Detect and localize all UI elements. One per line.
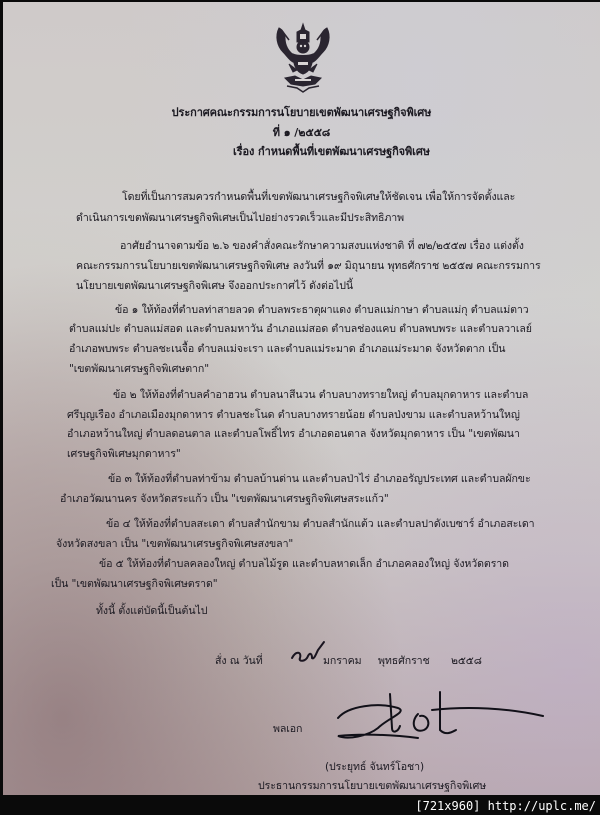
date-month: มกราคม [323, 655, 362, 667]
clause-4-line: ข้อ ๔ ให้ท้องที่ตำบลสะเดา ตำบลสำนักขาม ตำบลสำนักแต้ว และตำบลปาดังเบซาร์ อำเภอสะเดา [106, 518, 535, 530]
clause-1-line: อำเภอพบพระ ตำบลชะเนจื้อ ตำบลแม่จะเรา และตำบลแม่ระมาด อำเภอแม่ระมาด จังหวัดตาก เป็น [69, 343, 506, 355]
authority-line: คณะกรรมการนโยบายเขตพัฒนาเศรษฐกิจพิเศษ ลงวันที่ ๑๙ มิถุนายน พุทธศักราช ๒๕๕๗ คณะกรรมการ [76, 260, 541, 272]
preamble-line: โดยที่เป็นการสมควรกำหนดพื้นที่เขตพัฒนาเศรษฐกิจพิเศษให้ชัดเจน เพื่อให้การจัดตั้งและ [122, 191, 516, 203]
clause-1-line: ข้อ ๑ ให้ท้องที่ตำบลท่าสายลวด ตำบลพระธาตุผาแดง ตำบลแม่กาษา ตำบลแม่กุ ตำบลแม่ตาว [115, 304, 529, 316]
announcement-number: ที่ ๑ /๒๕๕๘ [272, 126, 331, 139]
effective-clause: ทั้งนี้ ตั้งแต่บัดนี้เป็นต้นไป [96, 605, 208, 617]
clause-3-line: ข้อ ๓ ให้ท้องที่ตำบลท่าข้าม ตำบลบ้านด่าน และตำบลป่าไร่ อำเภออรัญประเทศ และตำบลผักขะ [108, 473, 531, 485]
clause-2-line: ข้อ ๒ ให้ท้องที่ตำบลคำอาฮวน ตำบลนาสีนวน ตำบลบางทรายใหญ่ ตำบลมุกดาหาร และตำบล [113, 389, 529, 401]
date-prefix: สั่ง ณ วันที่ [215, 655, 263, 667]
authority-line: นโยบายเขตพัฒนาเศรษฐกิจพิเศษ จึงออกประกาศไว้ ดังต่อไปนี้ [76, 280, 354, 292]
clause-2-line: ศรีบุญเรือง อำเภอเมืองมุกดาหาร ตำบลชะโนด ตำบลบางทรายน้อย ตำบลป่งขาม และตำบลหว้านใหญ่ [67, 409, 520, 421]
date-era: พุทธศักราช [378, 655, 430, 667]
signatory-position: ประธานกรรมการนโยบายเขตพัฒนาเศรษฐกิจพิเศษ [258, 780, 487, 792]
clause-2-line: เศรษฐกิจพิเศษมุกดาหาร" [67, 448, 181, 460]
date-year: ๒๕๕๘ [451, 655, 482, 667]
clause-5-line: เป็น "เขตพัฒนาเศรษฐกิจพิเศษตราด" [51, 578, 218, 590]
signatory-rank: พลเอก [273, 723, 303, 735]
announcement-subject: เรื่อง กำหนดพื้นที่เขตพัฒนาเศรษฐกิจพิเศษ [233, 145, 430, 158]
authority-line: อาศัยอำนาจตามข้อ ๒.๖ ของคำสั่งคณะรักษาความสงบแห่งชาติ ที่ ๗๒/๒๕๕๗ เรื่อง แต่งตั้ง [120, 240, 524, 252]
announcement-title: ประกาศคณะกรรมการนโยบายเขตพัฒนาเศรษฐกิจพิเศษ [171, 106, 432, 119]
image-watermark: [721x960] http://uplc.me/ [415, 799, 596, 813]
clause-4-line: จังหวัดสงขลา เป็น "เขตพัฒนาเศรษฐกิจพิเศษสงขลา" [56, 538, 294, 550]
garuda-emblem-icon [271, 20, 335, 94]
document-page [3, 2, 600, 795]
clause-1-line: "เขตพัฒนาเศรษฐกิจพิเศษตาก" [69, 363, 209, 375]
clause-3-line: อำเภอวัฒนานคร จังหวัดสระแก้ว เป็น "เขตพัฒนาเศรษฐกิจพิเศษสระแก้ว" [60, 493, 389, 505]
clause-5-line: ข้อ ๕ ให้ท้องที่ตำบลคลองใหญ่ ตำบลไม้รูด และตำบลหาดเล็ก อำเภอคลองใหญ่ จังหวัดตราด [99, 558, 509, 570]
preamble-line: ดำเนินการเขตพัฒนาเศรษฐกิจพิเศษเป็นไปอย่างรวดเร็วและมีประสิทธิภาพ [76, 212, 405, 224]
clause-2-line: อำเภอหว้านใหญ่ ตำบลดอนตาล และตำบลโพธิ์ไทร อำเภอดอนตาล จังหวัดมุกดาหาร เป็น "เขตพัฒนา [67, 428, 520, 440]
clause-1-line: ตำบลแม่ปะ ตำบลแม่สอด และตำบลมหาวัน อำเภอแม่สอด ตำบลช่องแคบ ตำบลพบพระ และตำบลวาเลย์ [69, 323, 532, 335]
signature [328, 688, 548, 748]
signatory-name: (ประยุทธ์ จันทร์โอชา) [325, 761, 425, 773]
